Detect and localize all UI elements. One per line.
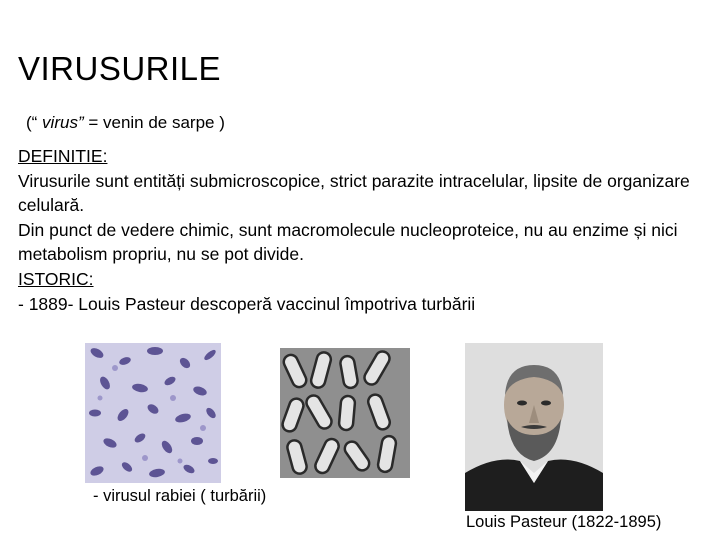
slide-subtitle — [26, 113, 225, 133]
history-line: - 1889- Louis Pasteur descoperă vaccinul împotriva turbării — [18, 293, 476, 314]
rabies-electron-micrograph-image — [280, 348, 410, 478]
history-heading: ISTORIC: — [18, 268, 94, 289]
body-text — [18, 144, 708, 316]
definition-heading: DEFINITIE: — [18, 146, 108, 166]
histology-svg — [85, 343, 221, 483]
rabies-histology-image — [85, 343, 221, 483]
definition-line-1: Virusurile sunt entități submicroscopice, strict parazite intracelular, lipsite de organizare celulară. — [18, 170, 690, 216]
louis-pasteur-portrait-image — [465, 343, 603, 511]
subtitle-rest: = venin de sarpe ) — [83, 113, 225, 132]
caption-pasteur: Louis Pasteur (1822-1895) — [466, 513, 662, 531]
caption-rabies: - virusul rabiei ( turbării) — [93, 487, 267, 505]
portrait-svg — [465, 343, 603, 511]
subtitle-open: (“ — [26, 113, 43, 132]
definition-line-2: Din punct de vedere chimic, sunt macromolecule nucleoproteice, nu au enzime și nici metabolism propriu, nu se pot divide. — [18, 219, 678, 265]
slide-title: VIRUSURILE — [18, 50, 222, 87]
subtitle-italic: virus” — [42, 113, 84, 132]
micrograph-svg — [280, 348, 410, 478]
